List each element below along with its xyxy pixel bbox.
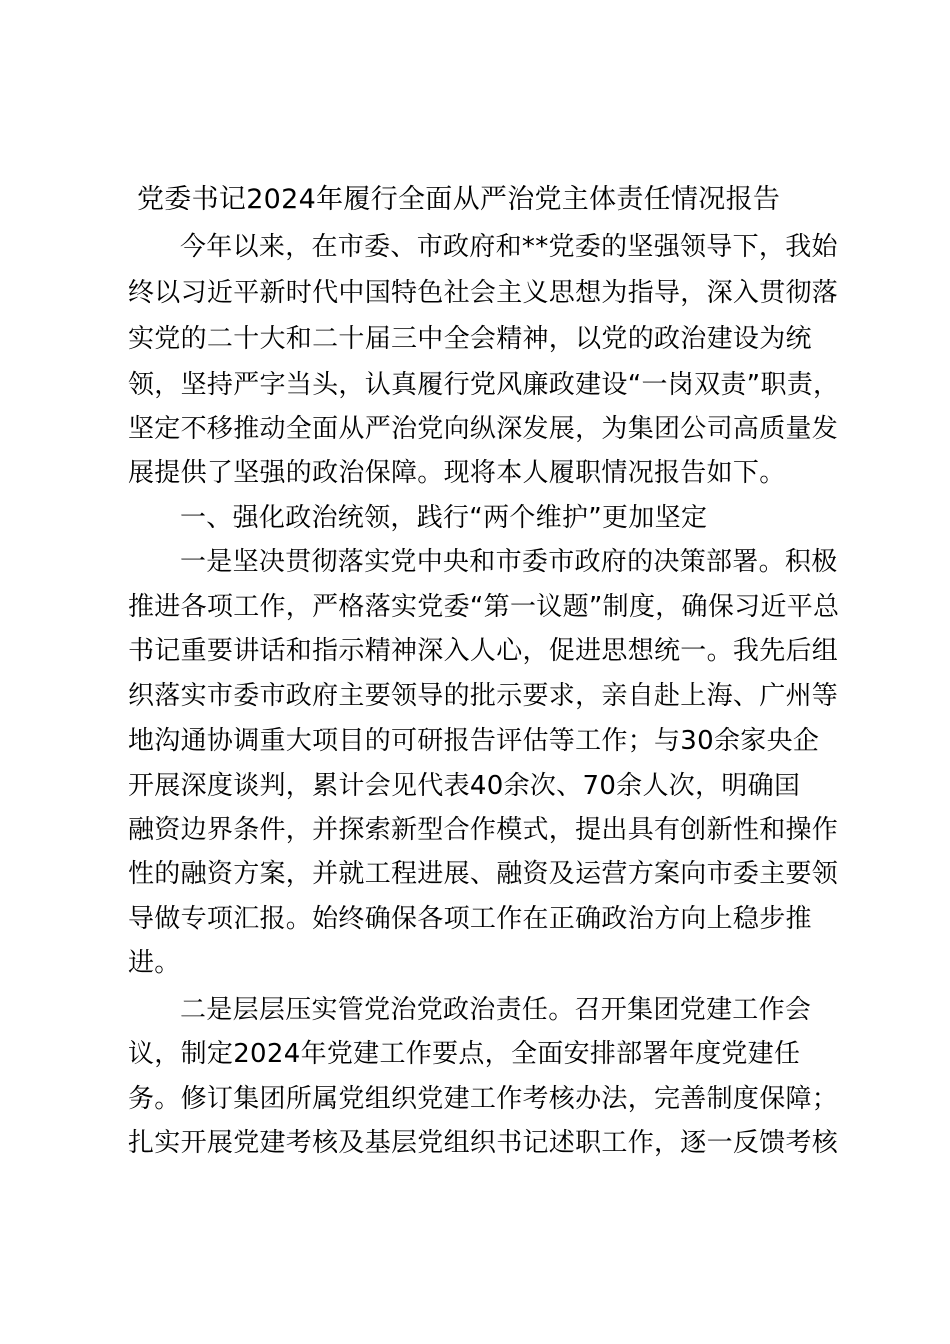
- paragraph-line: 书记重要讲话和指示精神深入人心，促进思想统一。我先后组: [128, 636, 839, 666]
- paragraph-line: 一是坚决贯彻落实党中央和市委市政府的决策部署。积极: [180, 547, 838, 577]
- paragraph-line: 扎实开展党建考核及基层党组织书记述职工作，逐一反馈考核: [128, 1128, 839, 1158]
- paragraph-line: 性的融资方案，并就工程进展、融资及运营方案向市委主要领: [128, 859, 839, 889]
- paragraph-line: 实党的二十大和二十届三中全会精神，以党的政治建设为统: [128, 324, 812, 354]
- paragraph-line: 融资边界条件，并探索新型合作模式，提出具有创新性和操作: [128, 815, 839, 845]
- paragraph-line: 织落实市委市政府主要领导的批示要求，亲自赴上海、广州等: [128, 681, 839, 711]
- paragraph-line: 终以习近平新时代中国特色社会主义思想为指导，深入贯彻落: [128, 278, 839, 308]
- document-title: 党委书记2024年履行全面从严治党主体责任情况报告: [137, 184, 781, 215]
- paragraph-line: 展提供了坚强的政治保障。现将本人履职情况报告如下。: [128, 458, 786, 488]
- paragraph-line: 二是层层压实管党治党政治责任。召开集团党建工作会: [180, 995, 812, 1025]
- paragraph-line: 导做专项汇报。始终确保各项工作在正确政治方向上稳步推: [128, 904, 812, 934]
- paragraph-line: 坚定不移推动全面从严治党向纵深发展，为集团公司高质量发: [128, 414, 839, 444]
- paragraph-line: 务。修订集团所属党组织党建工作考核办法，完善制度保障；: [128, 1084, 839, 1114]
- paragraph-line: 推进各项工作，严格落实党委“第一议题”制度，确保习近平总: [128, 592, 840, 622]
- paragraph-line: 今年以来，在市委、市政府和**党委的坚强领导下，我始: [180, 232, 838, 262]
- paragraph-line: 地沟通协调重大项目的可研报告评估等工作；与30余家央企: [128, 726, 820, 756]
- paragraph-line: 进。: [128, 948, 181, 978]
- paragraph-line: 议，制定2024年党建工作要点，全面安排部署年度党建任: [128, 1039, 801, 1069]
- paragraph-line: 领，坚持严字当头，认真履行党风廉政建设“一岗双责”职责，: [128, 370, 840, 400]
- section-heading: 一、强化政治统领，践行“两个维护”更加坚定: [180, 503, 708, 533]
- paragraph-line: 开展深度谈判，累计会见代表40余次、70余人次，明确囯: [128, 771, 801, 801]
